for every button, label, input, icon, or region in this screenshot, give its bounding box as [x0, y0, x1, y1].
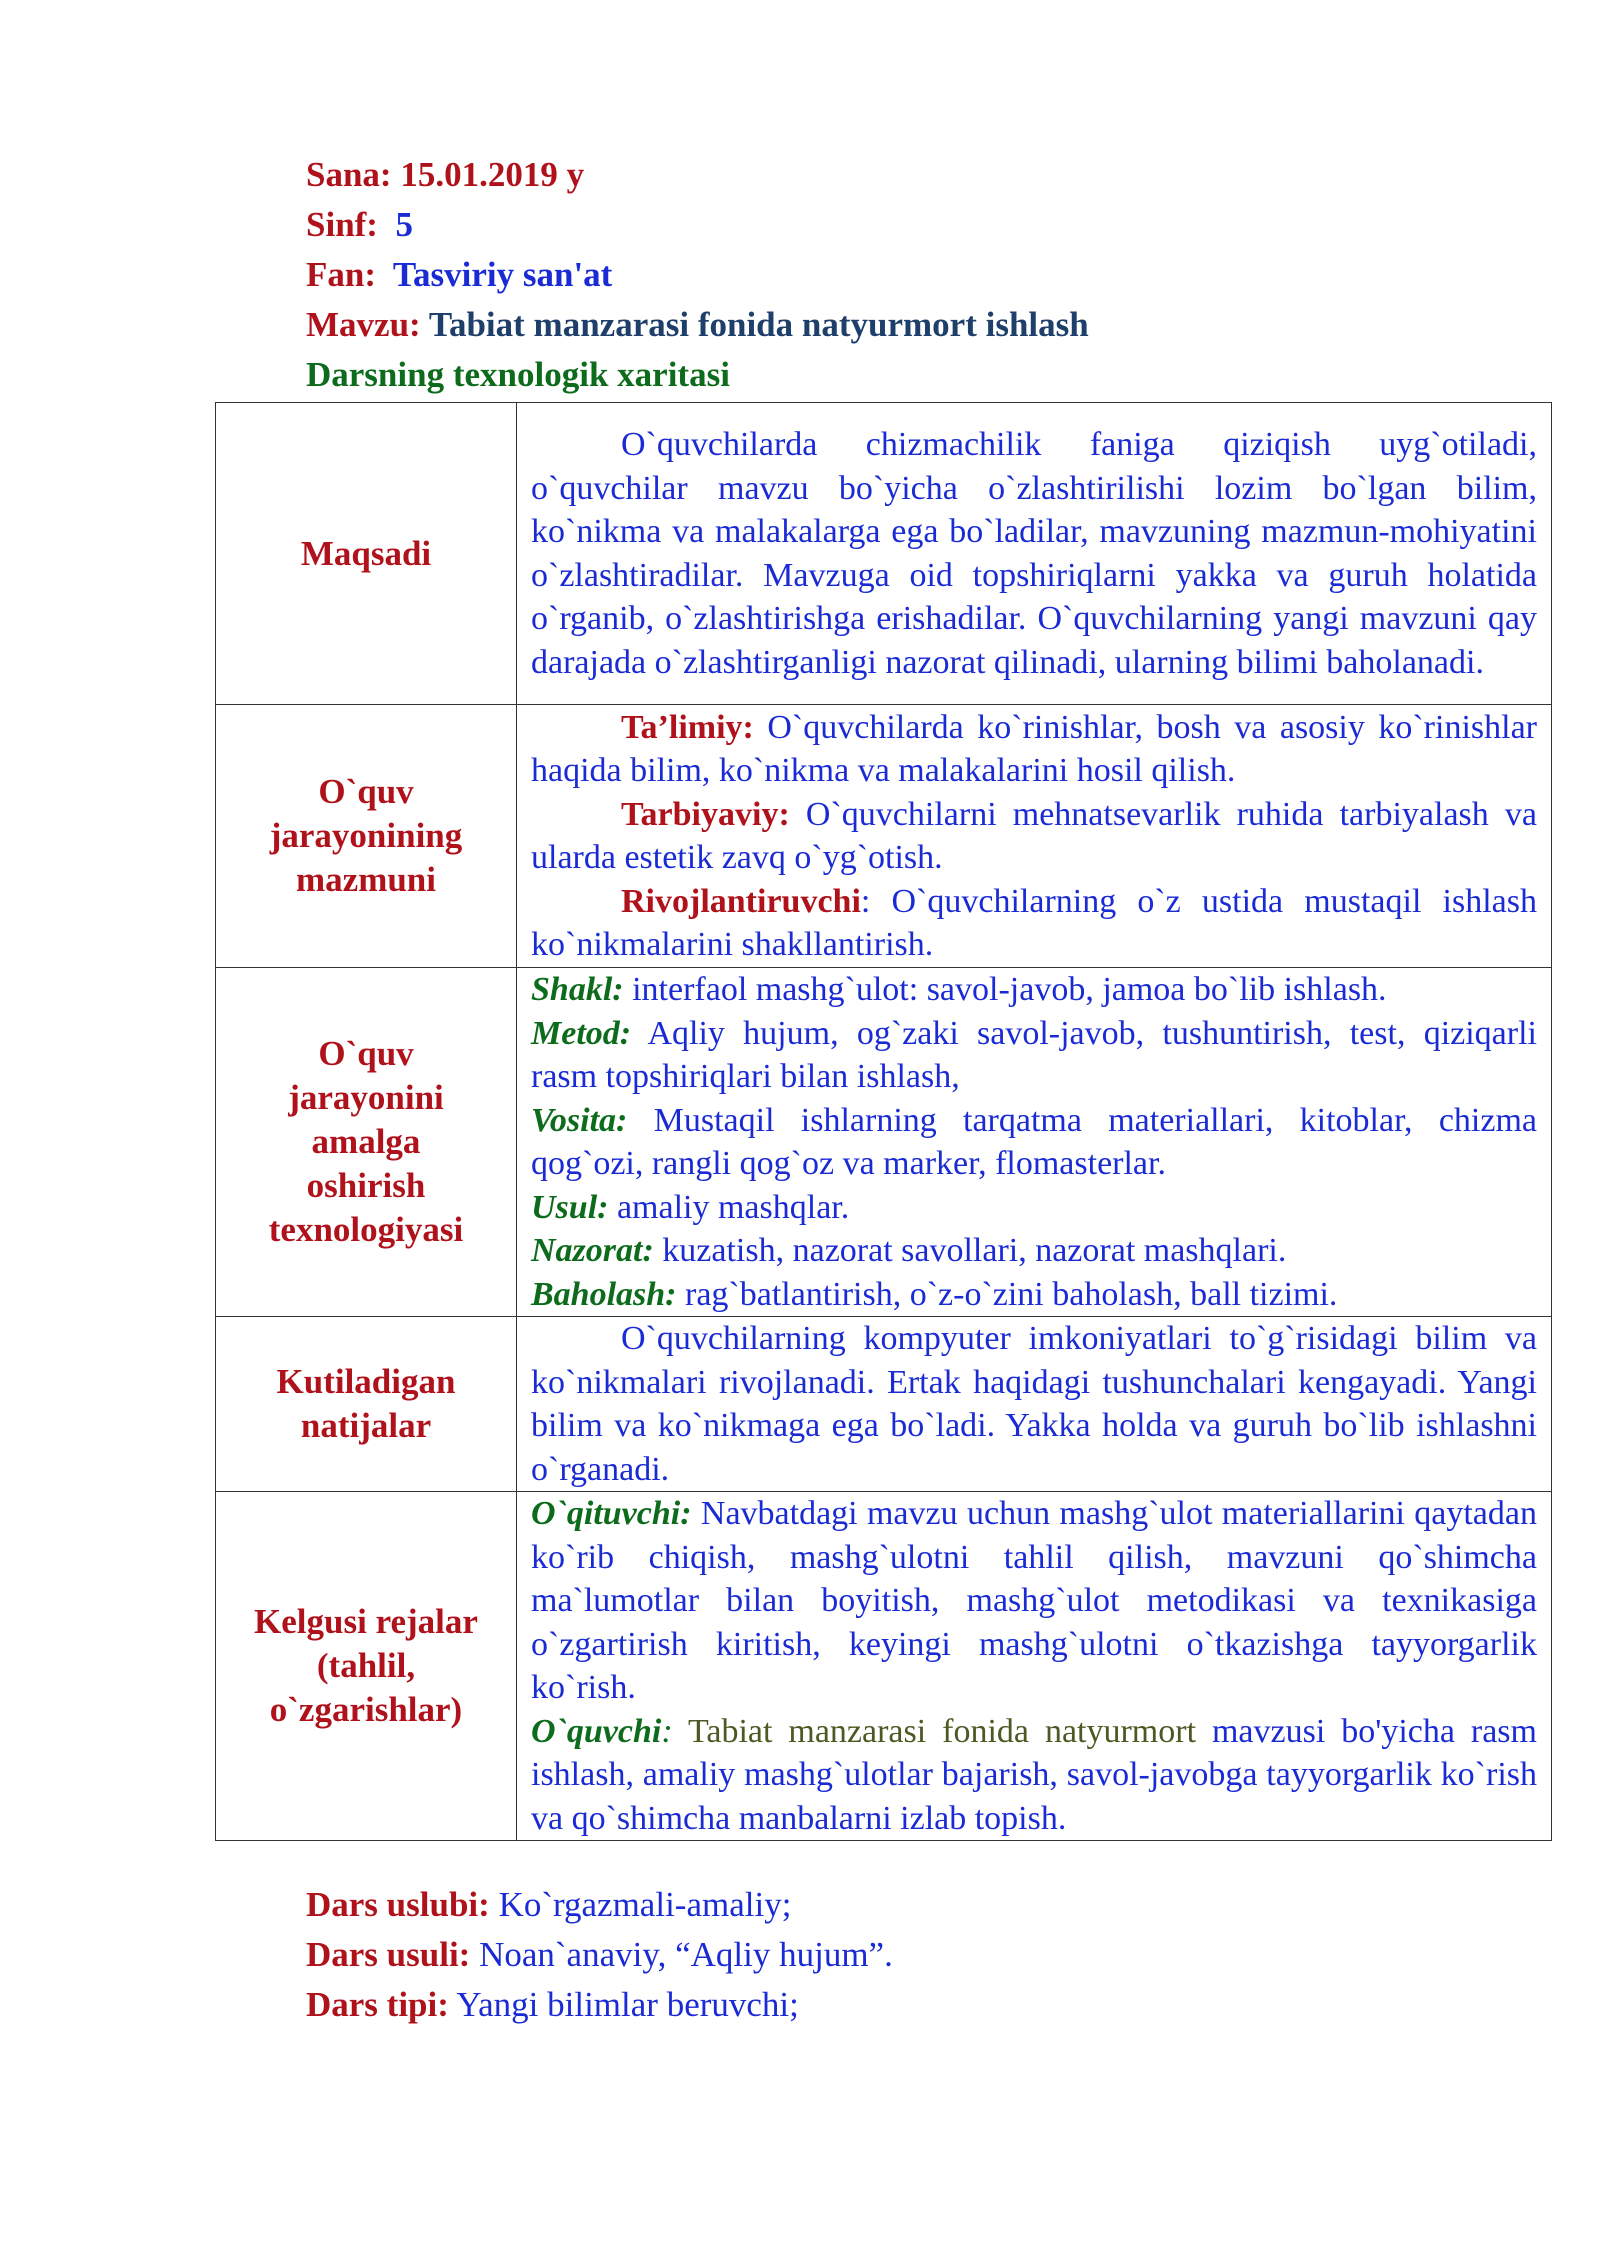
student-colon: : — [661, 1712, 673, 1750]
control-label: Nazorat: — [531, 1232, 654, 1269]
results-cell — [517, 1317, 1552, 1492]
method-line — [306, 1930, 893, 1980]
goal-label: Maqsadi — [216, 403, 517, 705]
content-cell — [517, 705, 1552, 968]
student-label: O`quvchi — [531, 1712, 662, 1750]
topic-line — [306, 300, 1089, 350]
date-value: 15.01.2019 y — [400, 155, 585, 194]
technology-cell — [517, 968, 1552, 1317]
content-label-line: O`quv — [318, 772, 414, 811]
teacher-text: Navbatdagi mavzu uchun mashg`ulot materiallarini qaytadan ko`rib chiqish, mashg`ulotni tahlil qilish, mavzuni qo`shimcha ma`lumotlar bilan boyitish, mashg`ulot metodikasi va texnikasiga o`zgartirish kiritish, keyingi mashg`ulotni o`tkazishga tayyorgarlik ko`rish. — [531, 1495, 1537, 1706]
plans-label-line: (tahlil, — [316, 1646, 416, 1685]
student-text: mavzusi bo'yicha rasm ishlash, amaliy mashg`ulotlar bajarish, savol-javobga tayyorgarlik ko`rish va qo`shimcha manbalarni izlab topish. — [531, 1712, 1537, 1837]
style-label: Dars uslubi: — [306, 1885, 490, 1924]
lesson-footer — [306, 1880, 893, 2030]
topic-label: Mavzu: — [306, 305, 421, 344]
assess-text: rag`batlantirish, o`z-o`zini baholash, ball tizimi. — [676, 1275, 1338, 1313]
plans-cell — [517, 1492, 1552, 1841]
form-label: Shakl: — [531, 971, 624, 1008]
control-text: kuzatish, nazorat savollari, nazorat mashqlari. — [653, 1232, 1287, 1269]
results-text: O`quvchilarning kompyuter imkoniyatlari to`g`risidagi bilim va ko`nikmalari rivojlanadi. Ertak haqidagi tushunchalari kengayadi. Yangi bilim va ko`nikmaga ega bo`ladi. Yakka holda va guruh bo`lib ishlashni o`rganadi. — [531, 1320, 1537, 1488]
tool-label: Vosita: — [531, 1101, 628, 1139]
technology-label-line: jarayonini — [288, 1078, 444, 1117]
style-value: Ko`rgazmali-amaliy; — [489, 1885, 792, 1924]
subject-line — [306, 250, 1089, 300]
style-line — [306, 1880, 893, 1930]
results-label-line: Kutiladigan — [276, 1362, 456, 1401]
upbringing-label: Tarbiyaviy: — [621, 795, 790, 833]
row-results — [216, 1317, 1552, 1492]
content-label — [216, 705, 517, 968]
topic-value: Tabiat manzarasi fonida natyurmort ishlash — [428, 305, 1089, 344]
technology-label-line: O`quv — [318, 1034, 414, 1073]
develop-text: : O`quvchilarning o`z ustida mustaqil ishlash ko`nikmalarini shakllantirish. — [531, 882, 1537, 963]
type-line — [306, 1980, 893, 2030]
way-label: Usul: — [531, 1188, 609, 1226]
plans-label-line: Kelgusi rejalar — [254, 1602, 478, 1641]
class-value: 5 — [395, 205, 413, 244]
date-label: Sana: — [306, 155, 392, 194]
form-item — [531, 968, 1537, 1012]
subject-value: Tasviriy san'at — [392, 255, 613, 294]
method-label: Metod: — [531, 1014, 632, 1052]
edu-label: Ta’limiy: — [621, 708, 754, 746]
develop-label: Rivojlantiruvchi — [621, 882, 861, 920]
control-item — [531, 1229, 1537, 1273]
upbringing-text: O`quvchilarni mehnatsevarlik ruhida tarbiyalash va ularda estetik zavq o`yg`otish. — [531, 795, 1537, 876]
technology-label-line: amalga — [311, 1122, 421, 1161]
method-item — [531, 1012, 1537, 1099]
content-label-line: jarayonining — [269, 816, 463, 855]
row-technology — [216, 968, 1552, 1317]
technology-label-line: texnologiyasi — [268, 1210, 464, 1249]
edu-text: O`quvchilarda ko`rinishlar, bosh va asosiy ko`rinishlar haqida bilim, ko`nikma va malakalarini hosil qilish. — [531, 708, 1537, 789]
goal-cell — [517, 403, 1552, 705]
student-topic: Tabiat manzarasi fonida natyurmort — [672, 1712, 1197, 1750]
assess-label: Baholash: — [531, 1275, 677, 1313]
row-goal — [216, 403, 1552, 705]
results-label-line: natijalar — [300, 1406, 432, 1445]
class-label: Sinf: — [306, 205, 378, 244]
goal-text: O`quvchilarda chizmachilik faniga qiziqish uyg`otiladi, o`quvchilar mavzu bo`yicha o`zlashtirilishi lozim bo`lgan bilim, ko`nikma va malakalarga ega bo`ladilar, mavzuning mazmun-mohiyatini o`zlashtiradilar. Mavzuga oid topshiriqlarni yakka va guruh holatida o`rganib, o`zlashtirishga erishadilar. O`quvchilarning yangi mavzuni qay darajada o`zlashtirganligi nazorat qilinadi, ularning bilimi baholanadi. — [531, 426, 1537, 681]
plans-label-line: o`zgarishlar) — [269, 1690, 463, 1729]
teacher-label: O`qituvchi: — [531, 1495, 692, 1532]
row-content — [216, 705, 1552, 968]
plans-label — [216, 1492, 517, 1841]
map-title: Darsning texnologik xaritasi — [306, 355, 730, 394]
develop-goal — [531, 880, 1537, 967]
method-text: Aqliy hujum, og`zaki savol-javob, tushuntirish, test, qiziqarli rasm topshiriqlari bilan ishlash, — [531, 1014, 1537, 1095]
upbringing-goal — [531, 793, 1537, 880]
tool-item — [531, 1099, 1537, 1186]
student-plan — [531, 1710, 1537, 1841]
technology-label-line: oshirish — [306, 1166, 426, 1205]
results-label — [216, 1317, 517, 1492]
tool-text: Mustaqil ishlarning tarqatma materiallari, kitoblar, chizma qog`ozi, rangli qog`oz va marker, flomasterlar. — [531, 1101, 1537, 1182]
date-line — [306, 150, 1089, 200]
method-label: Dars usuli: — [306, 1935, 471, 1974]
way-text: amaliy mashqlar. — [608, 1188, 850, 1226]
teacher-plan — [531, 1492, 1537, 1710]
lesson-header — [306, 150, 1089, 400]
type-value: Yangi bilimlar beruvchi; — [448, 1985, 799, 2024]
way-item — [531, 1186, 1537, 1230]
technology-label — [216, 968, 517, 1317]
form-text: interfaol mashg`ulot: savol-javob, jamoa bo`lib ishlash. — [623, 971, 1387, 1008]
subject-label: Fan: — [306, 255, 376, 294]
edu-goal — [531, 706, 1537, 793]
type-label: Dars tipi: — [306, 1985, 449, 2024]
method-value: Noan`anaviy, “Aqliy hujum”. — [470, 1935, 893, 1974]
row-plans — [216, 1492, 1552, 1841]
content-label-line: mazmuni — [296, 860, 436, 899]
assess-item — [531, 1273, 1537, 1317]
technology-map-table — [215, 402, 1552, 1841]
class-line — [306, 200, 1089, 250]
